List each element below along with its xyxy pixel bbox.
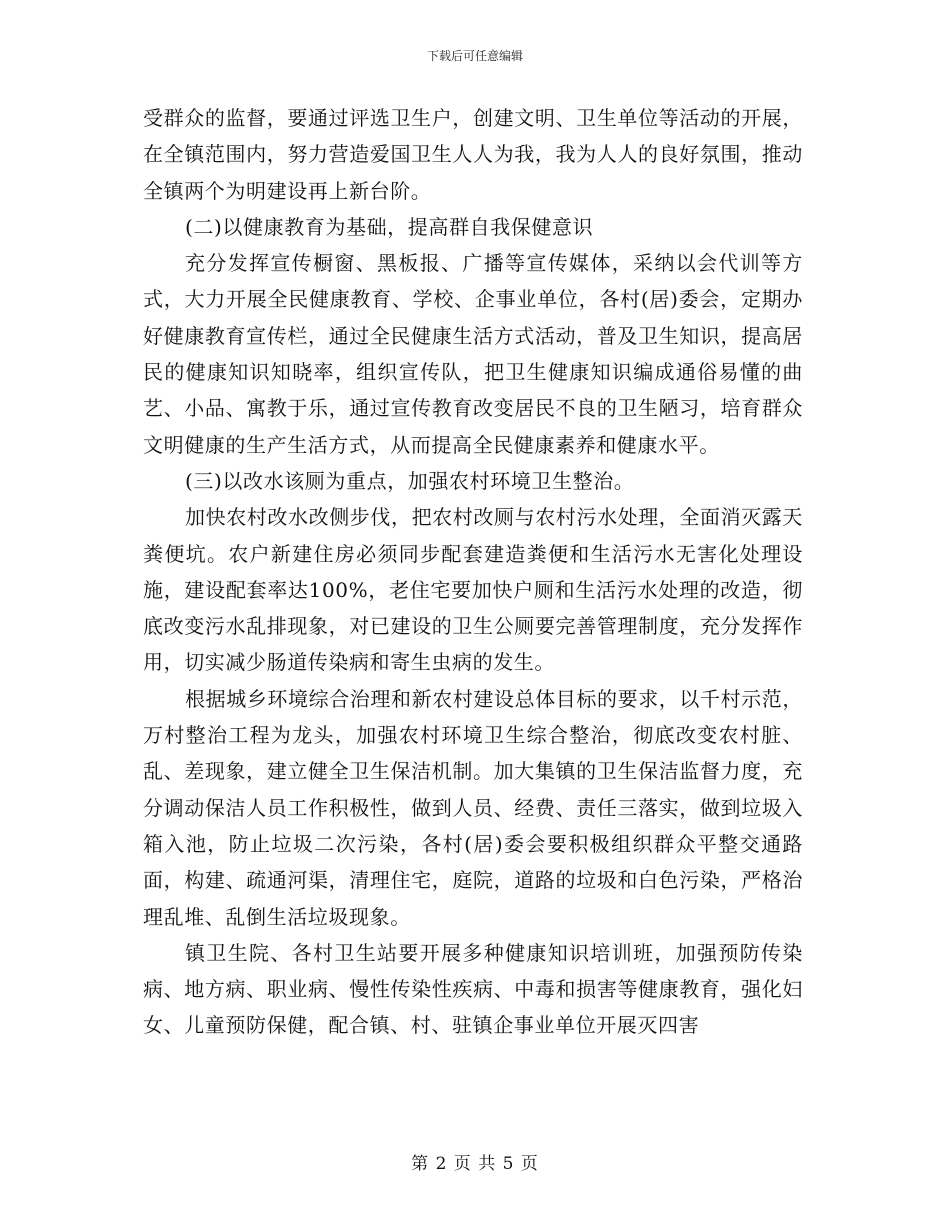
document-body — [143, 100, 803, 1044]
paragraph-continuation: 受群众的监督，要通过评选卫生户，创建文明、卫生单位等活动的开展，在全镇范围内，努力营造爱国卫生人人为我，我为人人的良好氛围，推动全镇两个为明建设再上新台阶。 — [143, 106, 803, 203]
page-number-footer: 第 2 页 共 5 页 — [411, 1154, 539, 1174]
paragraph-health-education: 充分发挥宣传橱窗、黑板报、广播等宣传媒体，采纳以会代训等方式，大力开展全民健康教育、学校、企事业单位，各村(居)委会，定期办好健康教育宣传栏，通过全民健康生活方式活动，普及卫生知识，提高居民的健康知识知晓率，组织宣传队，把卫生健康知识编成通俗易懂的曲艺、小品、寓教于乐，通过宣传教育改变居民不良的卫生陋习，培育群众文明健康的生产生活方式，从而提高全民健康素养和健康水平。 — [143, 251, 803, 457]
section-heading-3: (三)以改水该厕为重点，加强农村环境卫生整治。 — [185, 468, 635, 493]
paragraph-environment-governance: 根据城乡环境综合治理和新农村建设总体目标的要求，以千村示范，万村整治工程为龙头，加强农村环境卫生综合整治，彻底改变农村脏、乱、差现象，建立健全卫生保洁机制。加大集镇的卫生保洁监督力度，充分调动保洁人员工作积极性，做到人员、经费、责任三落实，做到垃圾入箱入池，防止垃圾二次污染，各村(居)委会要积极组织群众平整交通路面，构建、疏通河渠，清理住宅，庭院，道路的垃圾和白色污染，严格治理乱堆、乱倒生活垃圾现象。 — [143, 686, 803, 929]
paragraph-toilet-reform: 加快农村改水改侧步伐，把农村改厕与农村污水处理，全面消灭露天粪便坑。农户新建住房必须同步配套建造粪便和生活污水无害化处理设施，建设配套率达100%，老住宅要加快户厕和生活污水处理的改造，彻底改变污水乱排现象，对已建设的卫生公厕要完善管理制度，充分发挥作用，切实减少肠道传染病和寄生虫病的发生。 — [143, 505, 803, 675]
section-heading-2: (二)以健康教育为基础，提高群自我保健意识 — [185, 214, 594, 239]
page-header: 下载后可任意编辑 — [426, 49, 523, 63]
paragraph-health-training: 镇卫生院、各村卫生站要开展多种健康知识培训班，加强预防传染病、地方病、职业病、慢性传染性疾病、中毒和损害等健康教育，强化妇女、儿童预防保健，配合镇、村、驻镇企事业单位开展灭四害 — [143, 940, 803, 1038]
